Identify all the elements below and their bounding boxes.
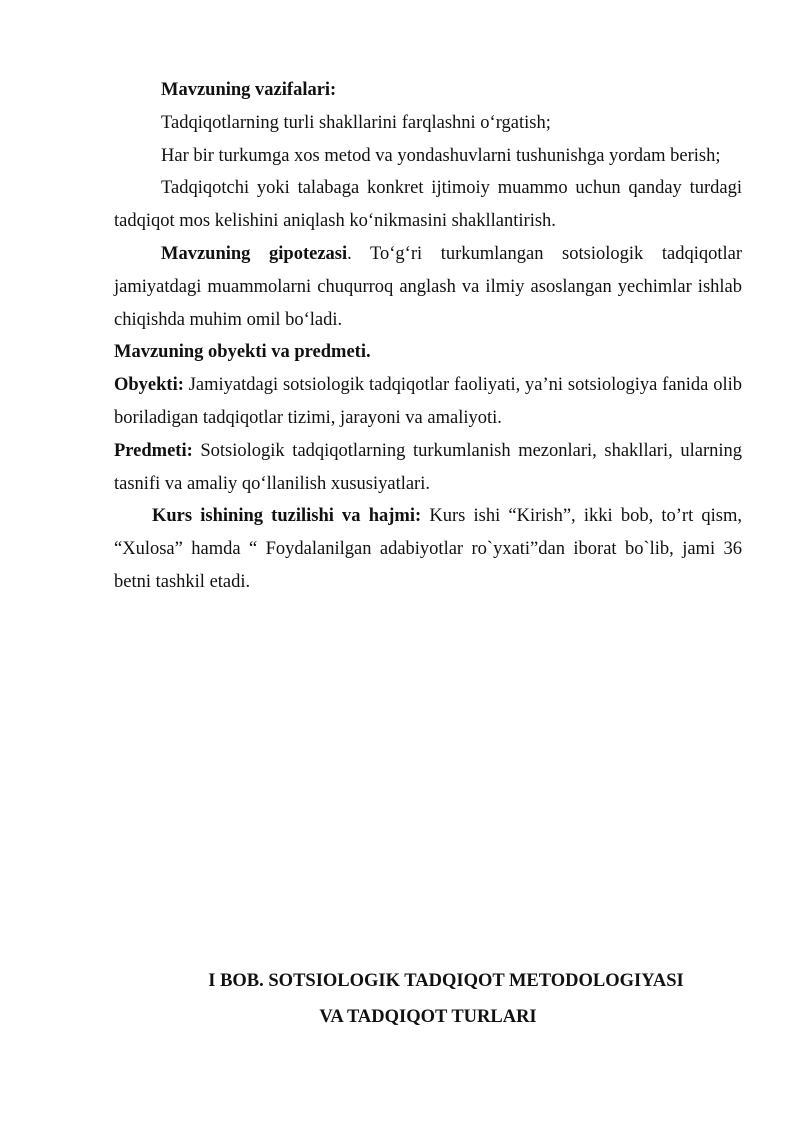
- chapter-title-line2: VA TADQIQOT TURLARI: [319, 1007, 537, 1027]
- task-item: Tadqiqotchi yoki talabaga konkret ijtimoiy muammo uchun qanday turdagi tadqiqot mos kelishini aniqlash ko‘nikmasini shakllantirish.: [114, 178, 742, 232]
- hypothesis-paragraph: [114, 238, 742, 336]
- task-item: Tadqiqotlarning turli shakllarini farqlashni o‘rgatish;: [161, 112, 551, 133]
- hypothesis-text: . To‘g‘ri turkumlangan sotsiologik tadqiqotlar jamiyatdagi muammolarni chuqurroq anglash va ilmiy asoslangan yechimlar ishlab chiqishda muhim omil bo‘ladi.: [114, 243, 743, 330]
- chapter-title-line1: I BOB. SOTSIOLOGIK TADQIQOT METODOLOGIYASI: [208, 971, 684, 991]
- object-text: Jamiyatdagi sotsiologik tadqiqotlar faoliyati, ya’ni sotsiologiya fanida olib boriladigan tadqiqotlar tizimi, jarayoni va amaliyoti.: [114, 375, 742, 428]
- page-body: [114, 74, 742, 599]
- subject-paragraph: [114, 435, 742, 501]
- object-subject-heading: Mavzuning obyekti va predmeti.: [114, 342, 371, 363]
- structure-text: Kurs ishi “Kirish”, ikki bob, to’rt qism, “Xulosa” hamda “ Foydalanilgan adabiyotlar ro`yxati”dan iborat bo`lib, jami 36 betni tashkil etadi.: [114, 506, 742, 592]
- task-item: Har bir turkumga xos metod va yondashuvlarni tushunishga yordam berish;: [161, 145, 721, 166]
- object-label: Obyekti:: [114, 375, 184, 396]
- structure-label: Kurs ishining tuzilishi va hajmi:: [152, 506, 422, 527]
- subject-text: Sotsiologik tadqiqotlarning turkumlanish mezonlari, shakllari, ularning tasnifi va amaliy qo‘llanilish xususiyatlari.: [114, 440, 742, 494]
- hypothesis-label: Mavzuning gipotezasi: [161, 243, 348, 264]
- object-paragraph: [114, 369, 742, 435]
- structure-paragraph: [114, 500, 742, 598]
- subject-label: Predmeti:: [114, 440, 193, 461]
- chapter-title: [114, 963, 742, 1035]
- tasks-heading: Mavzuning vazifalari:: [161, 80, 337, 100]
